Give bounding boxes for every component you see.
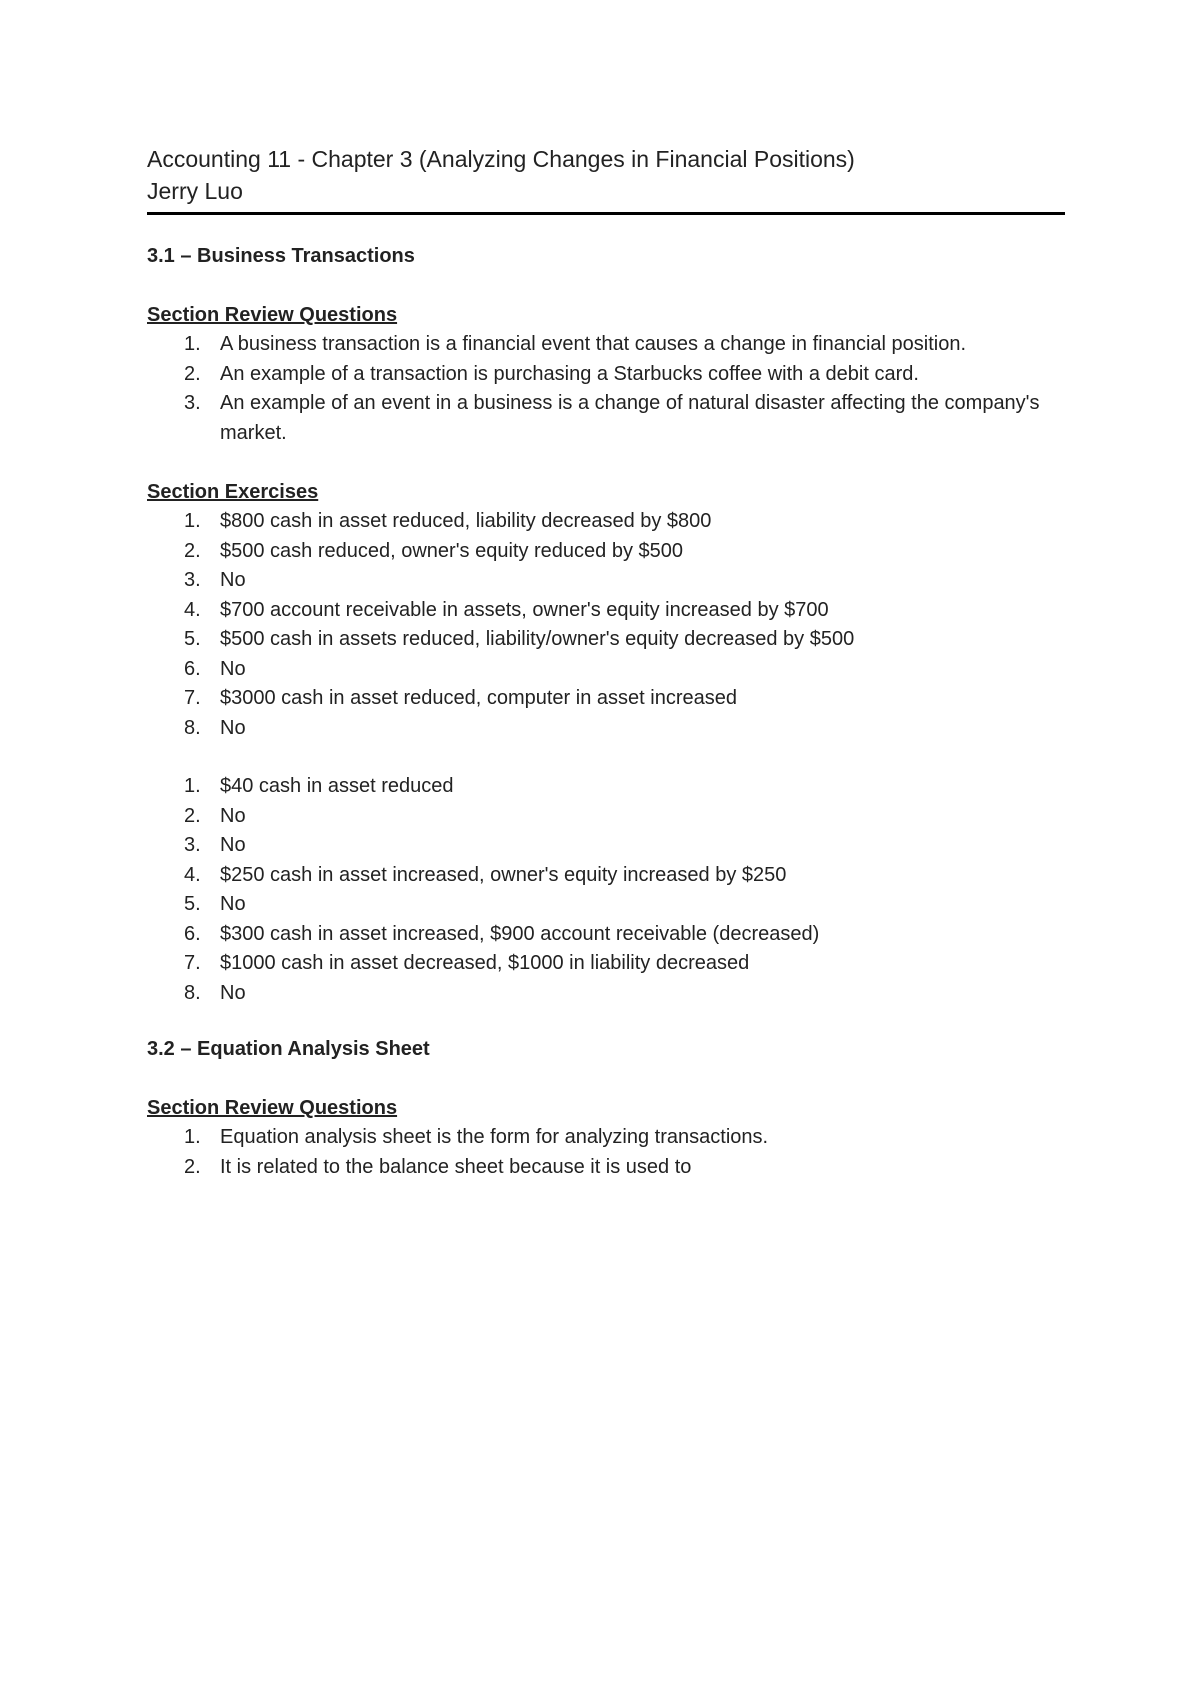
list-item: [147, 625, 1065, 655]
document-author: Jerry Luo: [147, 178, 243, 204]
list-item-number-text: 7.: [184, 687, 201, 709]
list-item-text: $500 cash reduced, owner's equity reduced by $500: [220, 539, 684, 562]
list-item-number-text: 2.: [184, 539, 201, 562]
document-title: Accounting 11 - Chapter 3 (Analyzing Changes in Financial Positions): [147, 146, 855, 172]
section-heading-3-2: 3.2 – Equation Analysis Sheet: [147, 1038, 430, 1060]
list-item-number: [147, 831, 220, 861]
list-item-number-text: 3.: [184, 392, 201, 414]
list-item: [147, 596, 1065, 626]
list-item-number: [147, 714, 220, 744]
list-item-number: [147, 861, 220, 891]
list-item-text: No: [220, 981, 246, 1004]
exercises-list-a: [147, 507, 1065, 743]
list-item-text: No: [220, 716, 246, 739]
list-item-number: [147, 1153, 220, 1183]
list-item: [147, 1123, 1065, 1153]
list-item-number-text: 6.: [184, 922, 201, 945]
list-item-text: It is related to the balance sheet because it is used to: [220, 1155, 692, 1178]
list-item: [147, 684, 1065, 714]
list-item-number-text: 2.: [184, 362, 201, 385]
list-item-number-text: 1.: [184, 1126, 201, 1148]
list-item-number: [147, 684, 220, 714]
list-item: [147, 566, 1065, 596]
list-item: [147, 389, 1065, 448]
list-item: [147, 537, 1065, 567]
review-questions-list-3-2: [147, 1123, 1065, 1182]
header-divider: [147, 212, 1065, 215]
list-item-number: [147, 507, 220, 537]
list-item: [147, 772, 1065, 802]
list-item: [147, 802, 1065, 832]
list-item-text: An example of a transaction is purchasing a Starbucks coffee with a debit card.: [220, 362, 919, 385]
list-item: [147, 360, 1065, 390]
list-item-number-text: 2.: [184, 804, 201, 827]
list-item: [147, 979, 1065, 1009]
list-item-number-text: 5.: [184, 893, 201, 915]
list-item-number: [147, 655, 220, 685]
list-item-number: [147, 1123, 220, 1153]
list-item-number: [147, 772, 220, 802]
list-item-number-text: 4.: [184, 598, 201, 621]
list-item: [147, 1153, 1065, 1183]
list-item-number-text: 1.: [184, 333, 201, 355]
list-item-number-text: 8.: [184, 716, 201, 739]
document-page: [147, 143, 1065, 1182]
review-questions-list-3-1: [147, 330, 1065, 448]
section-exercises-heading-3-1: Section Exercises: [147, 481, 319, 503]
list-item-number: [147, 949, 220, 979]
list-item: [147, 507, 1065, 537]
list-item-number-text: 4.: [184, 863, 201, 886]
list-item-number: [147, 596, 220, 626]
list-item-number-text: 6.: [184, 657, 201, 680]
list-item-number-text: 1.: [184, 510, 201, 532]
list-item-number-text: 8.: [184, 981, 201, 1004]
list-item: [147, 920, 1065, 950]
list-item-number: [147, 802, 220, 832]
list-item: [147, 330, 1065, 360]
list-item-text: $300 cash in asset increased, $900 account receivable (decreased): [220, 922, 820, 945]
list-item-number: [147, 330, 220, 360]
list-item-text: No: [220, 569, 246, 591]
list-item-text: No: [220, 657, 246, 680]
list-item-text: $40 cash in asset reduced: [220, 775, 454, 797]
list-item-text: $700 account receivable in assets, owner's equity increased by $700: [220, 598, 829, 621]
list-item-number-text: 5.: [184, 628, 201, 650]
exercises-list-b: [147, 772, 1065, 1008]
list-item-number-text: 2.: [184, 1155, 201, 1178]
list-item-number-text: 1.: [184, 775, 201, 797]
list-item-text: $500 cash in assets reduced, liability/owner's equity decreased by $500: [220, 628, 855, 650]
list-item: [147, 949, 1065, 979]
list-item-number: [147, 566, 220, 596]
review-questions-heading-3-1: Section Review Questions: [147, 304, 398, 326]
list-item-text: No: [220, 893, 246, 915]
list-item-number: [147, 389, 220, 448]
list-item-number-text: 3.: [184, 834, 201, 856]
list-item-number: [147, 920, 220, 950]
list-item: [147, 655, 1065, 685]
list-item-text: $3000 cash in asset reduced, computer in asset increased: [220, 687, 737, 709]
list-item-text: An example of an event in a business is a change of natural disaster affecting the company's market.: [220, 392, 1040, 444]
list-item-number-text: 3.: [184, 569, 201, 591]
list-item-number-text: 7.: [184, 952, 201, 974]
list-item-text: $800 cash in asset reduced, liability decreased by $800: [220, 510, 712, 532]
list-item-number: [147, 537, 220, 567]
list-item: [147, 861, 1065, 891]
list-item-number: [147, 890, 220, 920]
list-item: [147, 831, 1065, 861]
list-item-text: $250 cash in asset increased, owner's equity increased by $250: [220, 863, 787, 886]
list-item-text: No: [220, 834, 246, 856]
list-item: [147, 714, 1065, 744]
list-item-text: $1000 cash in asset decreased, $1000 in liability decreased: [220, 952, 750, 974]
list-item-text: A business transaction is a financial event that causes a change in financial position.: [220, 333, 967, 355]
list-item: [147, 890, 1065, 920]
list-item-number: [147, 979, 220, 1009]
list-item-text: No: [220, 804, 246, 827]
section-heading-3-1: 3.1 – Business Transactions: [147, 245, 415, 267]
list-item-number: [147, 625, 220, 655]
list-item-number: [147, 360, 220, 390]
list-item-text: Equation analysis sheet is the form for analyzing transactions.: [220, 1126, 769, 1148]
review-questions-heading-3-2: Section Review Questions: [147, 1097, 398, 1119]
